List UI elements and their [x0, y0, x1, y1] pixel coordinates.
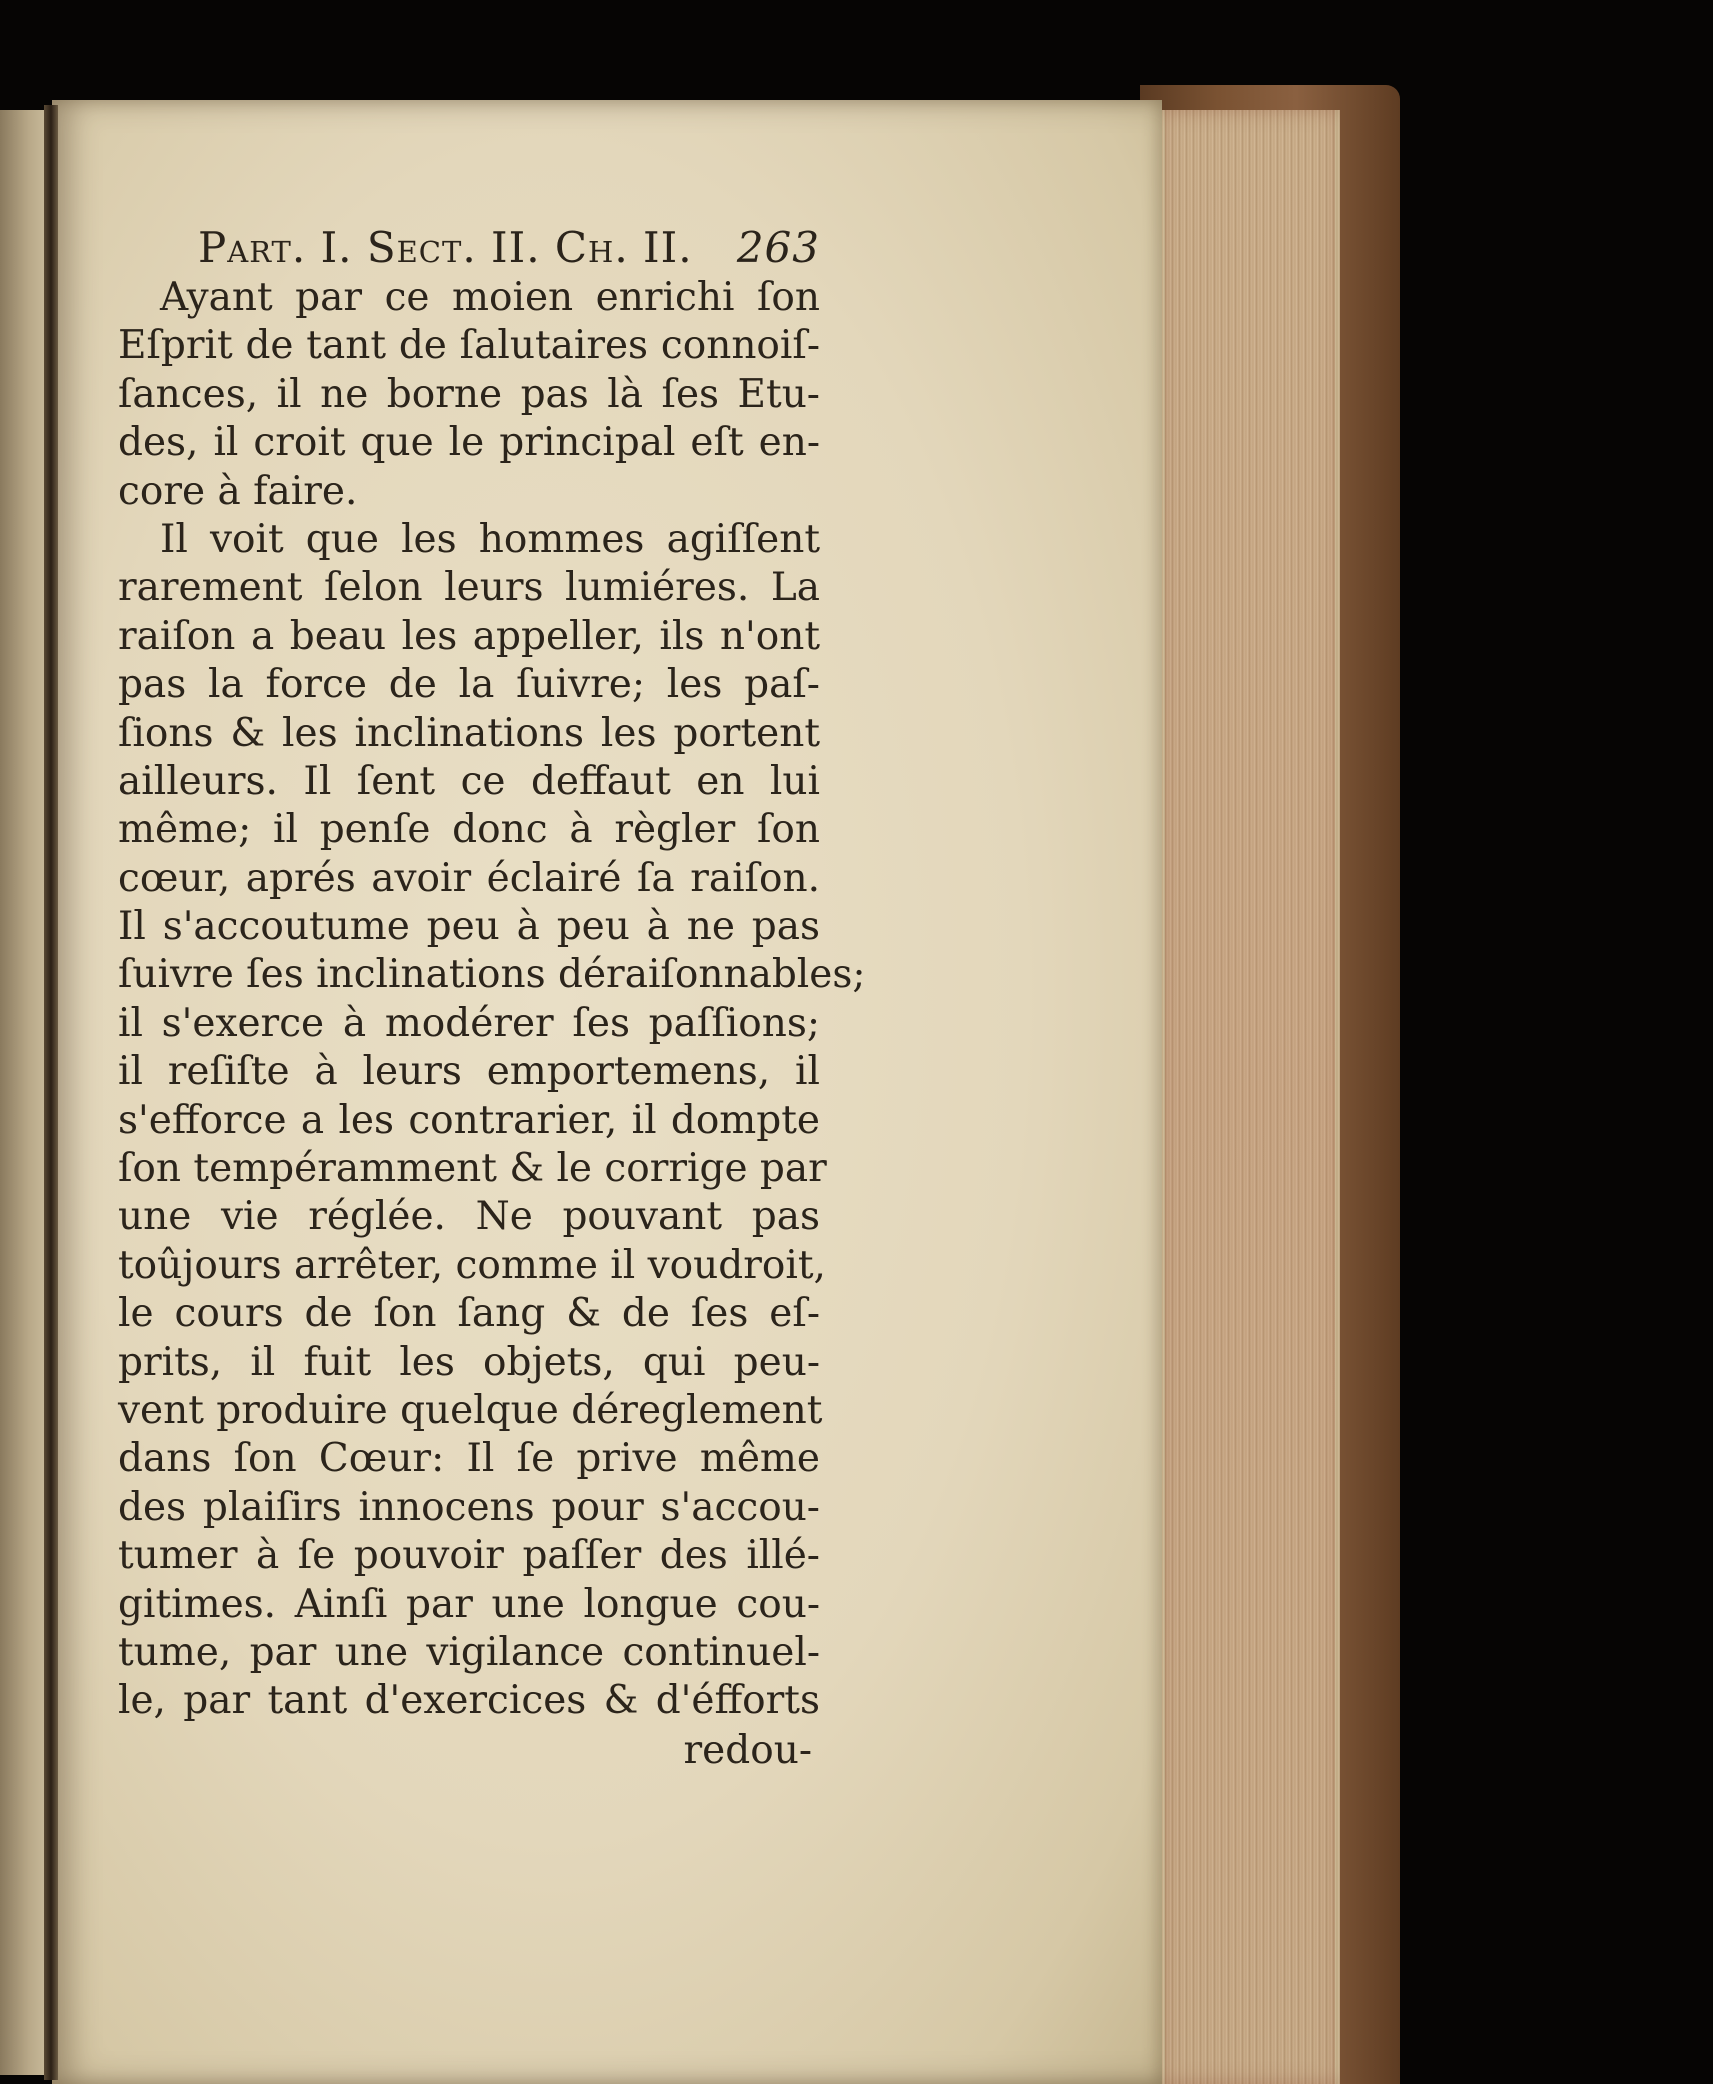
- text-line: Eſprit de tant de ſalutaires connoiſ-: [118, 323, 820, 369]
- text-line: ſuivre ſes inclinations déraiſonnables;: [118, 952, 866, 998]
- text-line: ailleurs. Il ſent ce deffaut en lui: [118, 758, 820, 804]
- book-gutter: [44, 105, 58, 2080]
- catchword: redou-: [683, 1727, 812, 1773]
- text-line: tumer à ſe pouvoir paſſer des illé-: [118, 1533, 820, 1579]
- text-line: gitimes. Ainſi par une longue cou-: [118, 1581, 820, 1627]
- running-head-title: Part. I. Sect. II. Ch. II.: [198, 223, 693, 272]
- text-line: il s'exerce à modérer ſes paſſions;: [118, 1000, 820, 1046]
- text-line: des, il croit que le principal eſt en-: [118, 420, 820, 466]
- text-line: le cours de ſon ſang & de ſes eſ-: [118, 1291, 820, 1337]
- text-line: s'efforce a les contrarier, il dompte: [118, 1097, 820, 1143]
- text-line: ſions & les inclinations les portent: [118, 710, 820, 756]
- text-line: le, par tant d'exercices & d'éfforts: [118, 1678, 820, 1724]
- text-line: toûjours arrêter, comme il voudroit,: [118, 1242, 826, 1288]
- red-edge-stain: [1165, 110, 1335, 2084]
- text-line: même; il penſe donc à règler ſon: [118, 807, 820, 853]
- text-line: vent produire quelque déreglement: [118, 1387, 823, 1433]
- text-line: une vie réglée. Ne pouvant pas: [118, 1194, 820, 1240]
- text-line: raiſon a beau les appeller, ils n'ont: [118, 613, 820, 659]
- text-line: tume, par une vigilance continuel-: [118, 1629, 820, 1675]
- text-line: il reſiſte à leurs emportemens, il: [118, 1049, 820, 1095]
- text-line: core à faire.: [118, 468, 358, 514]
- text-line: Il voit que les hommes agiſſent: [160, 516, 820, 562]
- text-line: des plaiſirs innocens pour s'accou-: [118, 1484, 820, 1530]
- text-line: ſon tempéramment & le corrige par: [118, 1146, 827, 1192]
- text-line: ſances, il ne borne pas là ſes Etu-: [118, 371, 820, 417]
- text-line: rarement ſelon leurs lumiéres. La: [118, 565, 820, 611]
- running-head: [118, 222, 820, 274]
- text-line: prits, il fuit les objets, qui peu-: [118, 1339, 820, 1385]
- text-line: Ayant par ce moien enrichi ſon: [160, 275, 820, 320]
- page-text: [118, 222, 866, 1776]
- page-number: 263: [736, 223, 820, 272]
- text-line: cœur, aprés avoir éclairé ſa raiſon.: [118, 855, 820, 901]
- text-line: dans ſon Cœur: Il ſe prive même: [118, 1436, 820, 1482]
- text-line: pas la force de la ſuivre; les paſ-: [118, 662, 820, 708]
- text-line: Il s'accoutume peu à peu à ne pas: [118, 904, 820, 950]
